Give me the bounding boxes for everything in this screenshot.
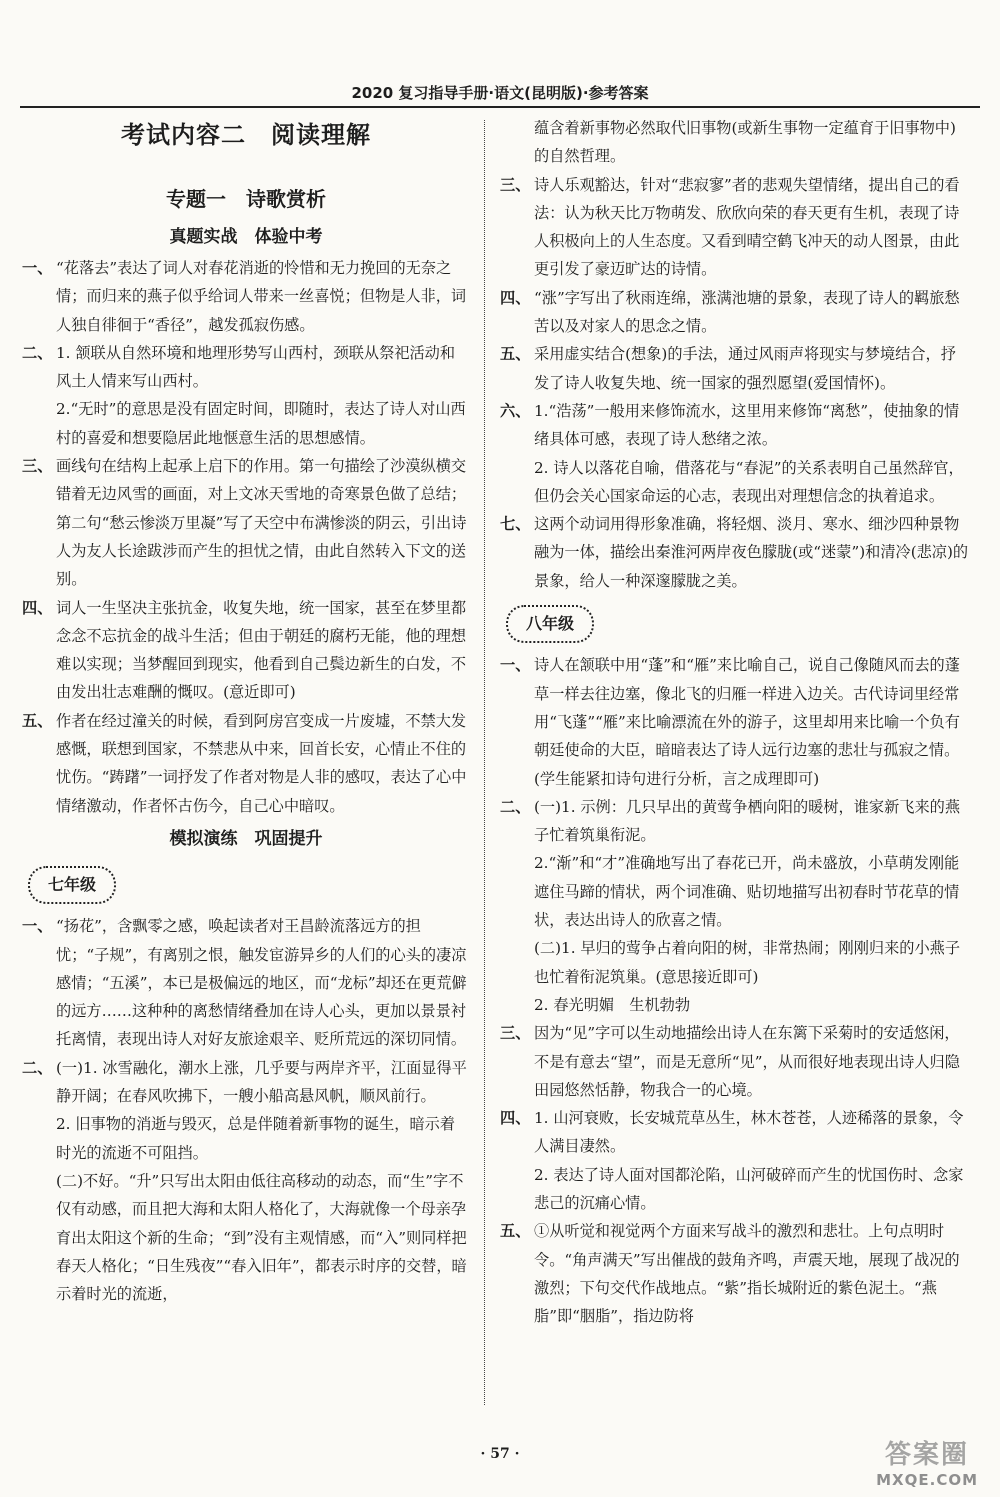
answer-number: 三、 <box>500 175 531 194</box>
answer-text: (一)1. 示例：几只早出的黄莺争栖向阳的暖树，谁家新飞来的燕子忙着筑巢衔泥。 <box>534 797 961 845</box>
page-header: 2020 复习指导手册·语文(昆明版)·参考答案 <box>351 84 649 102</box>
answer-item <box>500 793 970 850</box>
topic-title: 专题一 诗歌赏析 <box>166 187 326 211</box>
answer-item <box>500 510 970 595</box>
answer-number: 五、 <box>500 345 531 364</box>
answer-item <box>500 284 970 341</box>
zhenti-answers <box>22 254 470 820</box>
grade-badge-7: 七年级 <box>28 866 116 904</box>
answer-text: ①从听觉和视觉两个方面来写战斗的激烈和悲壮。上句点明时令。“角声满天”写出催战的鼓角齐鸣，声震天地，展现了战况的激烈；下句交代作战地点。“紫”指长城附近的紫色泥土。“燕脂”即“胭脂”，指边防将 <box>534 1222 960 1326</box>
watermark-url: MXQE.COM <box>876 1471 978 1489</box>
answer-number: 七、 <box>500 515 531 534</box>
continued-text: 蕴含着新事物必然取代旧事物(或新生事物一定蕴育于旧事物中)的自然哲理。 <box>534 119 956 166</box>
answer-item <box>500 1161 970 1218</box>
answer-item <box>500 934 970 991</box>
section-title-zhenti: 真题实战 体验中考 <box>169 227 323 247</box>
answer-item <box>500 397 970 454</box>
answer-item <box>22 339 470 396</box>
answer-text: 这两个动词用得形象准确，将轻烟、淡月、寒水、细沙四种景物融为一体，描绘出秦淮河两岸夜色朦胧(或“迷蒙”)和清冷(悲凉)的景象，给人一种深邃朦胧之美。 <box>534 515 969 590</box>
page-number: · 57 · <box>480 1446 520 1462</box>
answer-number: 二、 <box>22 343 53 362</box>
answer-number: 四、 <box>500 288 531 307</box>
answer-item <box>500 1019 970 1104</box>
answer-text: 因为“见”字可以生动地描绘出诗人在东篱下采菊时的安适悠闲，不是有意去“望”，而是无意所“见”，从而很好地表现出诗人归隐田园悠然恬静，物我合一的心境。 <box>534 1024 960 1099</box>
grade-badge-8: 八年级 <box>506 605 594 643</box>
answer-item <box>22 912 470 1053</box>
answer-item <box>22 1110 470 1167</box>
answer-item <box>22 452 470 593</box>
answer-number <box>500 934 534 991</box>
answer-text: 采用虚实结合(想象)的手法，通过风雨声将现实与梦境结合，抒发了诗人收复失地、统一国家的强烈愿望(爱国情怀)。 <box>534 345 956 392</box>
answer-number <box>500 849 534 934</box>
answer-text: 1. 颔联从自然环境和地理形势写山西村，颈联从祭祀活动和风土人情来写山西村。 <box>56 343 456 391</box>
header-rule <box>20 106 980 108</box>
answer-text: 2.“无时”的意思是没有固定时间，即随时，表达了诗人对山西村的喜爱和想要隐居此地惬意生活的思想感情。 <box>56 400 466 447</box>
answer-item <box>22 594 470 707</box>
answer-number: 三、 <box>500 1024 531 1043</box>
answer-number: 三、 <box>22 457 53 476</box>
answer-text: 1. 山河衰败，长安城荒草丛生，林木苍苍，人迹稀落的景象，令人满目凄然。 <box>534 1109 964 1156</box>
answer-number: 四、 <box>500 1109 531 1128</box>
answer-item <box>22 395 470 452</box>
answer-item <box>22 254 470 339</box>
answer-item <box>500 651 970 792</box>
answer-text: “花落去”表达了词人对春花消逝的怜惜和无力挽回的无奈之情；而归来的燕子似乎给词人带来一丝喜悦；但物是人非，词人独自徘徊于“香径”，越发孤寂伤感。 <box>56 259 467 334</box>
grade7-answers <box>22 912 470 1308</box>
answer-item <box>22 1167 470 1308</box>
answer-number: 一、 <box>22 259 53 277</box>
answer-number <box>22 1110 56 1167</box>
answer-item <box>500 849 970 934</box>
answer-number <box>500 991 534 1019</box>
answer-text: (二)不好。“升”只写出太阳由低往高移动的动态，而“生”字不仅有动感，而且把大海和太阳人格化了，大海就像一个母亲孕育出太阳这个新的生命；“到”没有主观情感，而“入”则同样把春天人格化；“日生残夜”“春入旧年”，都表示时序的交替，暗示着时光的流逝， <box>56 1171 467 1304</box>
answer-text: (一)1. 冰雪融化，潮水上涨，几乎要与两岸齐平，江面显得平静开阔；在春风吹拂下，一艘小船高悬风帆，顺风前行。 <box>56 1058 467 1106</box>
answer-text: 2. 旧事物的消逝与毁灭，总是伴随着新事物的诞生，暗示着时光的流逝不可阻挡。 <box>56 1115 456 1162</box>
grade8-answers <box>500 651 970 1330</box>
left-column <box>22 114 470 1308</box>
answer-number <box>22 1167 56 1308</box>
answer-text: 作者在经过潼关的时候，看到阿房宫变成一片废墟，不禁大发感慨，联想到国家，不禁悲从中来，回首长安，心情止不住的忧伤。“踌躇”一词抒发了作者对物是人非的感叹，表达了心中情绪激动，作者怀古伤今，自己心中暗叹。 <box>56 711 467 815</box>
answer-number <box>500 1161 534 1218</box>
answer-text: 诗人在颔联中用“蓬”和“雁”来比喻自己，说自己像随风而去的蓬草一样去往边塞，像北飞的归雁一样进入边关。古代诗词里经常用“飞蓬”“雁”来比喻漂流在外的游子，这里却用来比喻一个负有朝廷使命的大臣，暗暗表达了诗人远行边塞的悲壮与孤寂之情。(学生能紧扣诗句进行分析，言之成理即可) <box>534 656 960 788</box>
answer-item <box>22 707 470 820</box>
answer-number: 一、 <box>22 917 53 936</box>
answer-text: 2. 表达了诗人面对国都沦陷，山河破碎而产生的忧国伤时、念家悲己的沉痛心情。 <box>534 1165 964 1212</box>
answer-text: 画线句在结构上起承上启下的作用。第一句描绘了沙漠纵横交错着无边风雪的画面，对上文冰天雪地的奇寒景色做了总结；第二句“愁云惨淡万里凝”写了天空中布满惨淡的阴云，引出诗人为友人长途跋涉而产生的担忧之情，由此自然转入下文的送别。 <box>56 457 467 589</box>
answer-text: “涨”字写出了秋雨连绵，涨满池塘的景象，表现了诗人的羁旅愁苦以及对家人的思念之情。 <box>534 288 960 336</box>
watermark-text: 答案圈 <box>885 1440 970 1470</box>
answer-text: 2. 诗人以落花自喻，借落花与“春泥”的关系表明自己虽然辞官，但仍会关心国家命运的心志，表现出对理想信念的执着追求。 <box>534 458 964 505</box>
answer-text: 2.“渐”和“才”准确地写出了春花已开，尚未盛放，小草萌发刚能遮住马蹄的情状，两个词准确、贴切地描写出初春时节花草的情状，表达出诗人的欣喜之情。 <box>534 854 960 930</box>
content-title: 考试内容二 阅读理解 <box>121 121 371 149</box>
answer-number <box>22 395 56 452</box>
answer-number: 五、 <box>500 1222 531 1241</box>
answer-item <box>22 1054 470 1111</box>
answer-text: 诗人乐观豁达，针对“悲寂寥”者的悲观失望情绪，提出自己的看法：认为秋天比万物萌发、欣欣向荣的春天更有生机，表现了诗人积极向上的人生态度。又看到晴空鹤飞冲天的动人图景，由此更引发了豪迈旷达的诗情。 <box>534 175 960 279</box>
right-column <box>500 114 970 1330</box>
answer-number: 二、 <box>22 1058 53 1077</box>
watermark-logo <box>876 1434 978 1489</box>
answer-text: 2. 春光明媚 生机勃勃 <box>534 995 691 1014</box>
answer-text: (二)1. 早归的莺争占着向阳的树，非常热闹；刚刚归来的小燕子也忙着衔泥筑巢。(意思接近即可) <box>534 939 961 986</box>
column-divider <box>484 120 485 1405</box>
grade7-answers-cont <box>500 171 970 595</box>
answer-item <box>500 340 970 397</box>
answer-text: “扬花”，含飘零之感，唤起读者对王昌龄流落远方的担忧；“子规”，有离别之恨，触发宦游异乡的人们的心头的凄凉感情；“五溪”，本已是极偏远的地区，而“龙标”却还在更荒僻的远方……这种种的离愁情绪叠加在诗人心头，更加以景景衬托离情，表现出诗人对好友旅途艰辛、贬所荒远的深切同情。 <box>56 917 467 1049</box>
answer-number: 六、 <box>500 401 531 420</box>
answer-item <box>500 1217 970 1330</box>
answer-number <box>500 454 534 511</box>
section-title-moni: 模拟演练 巩固提升 <box>169 828 323 849</box>
answer-number: 四、 <box>22 598 53 617</box>
answer-item <box>500 991 970 1019</box>
answer-text: 词人一生坚决主张抗金，收复失地，统一国家，甚至在梦里都念念不忘抗金的战斗生活；但由于朝廷的腐朽无能，他的理想难以实现；当梦醒回到现实，他看到自己鬓边新生的白发，不由发出壮志难酬的慨叹。(意近即可) <box>56 598 467 702</box>
answer-number: 五、 <box>22 711 53 730</box>
answer-item <box>500 1104 970 1161</box>
answer-number: 一、 <box>500 656 531 675</box>
answer-item <box>500 171 970 284</box>
answer-number: 二、 <box>500 797 531 816</box>
answer-item <box>500 454 970 511</box>
answer-text: 1.“浩荡”一般用来修饰流水，这里用来修饰“离愁”，使抽象的情绪具体可感，表现了诗人愁绪之浓。 <box>534 401 960 449</box>
